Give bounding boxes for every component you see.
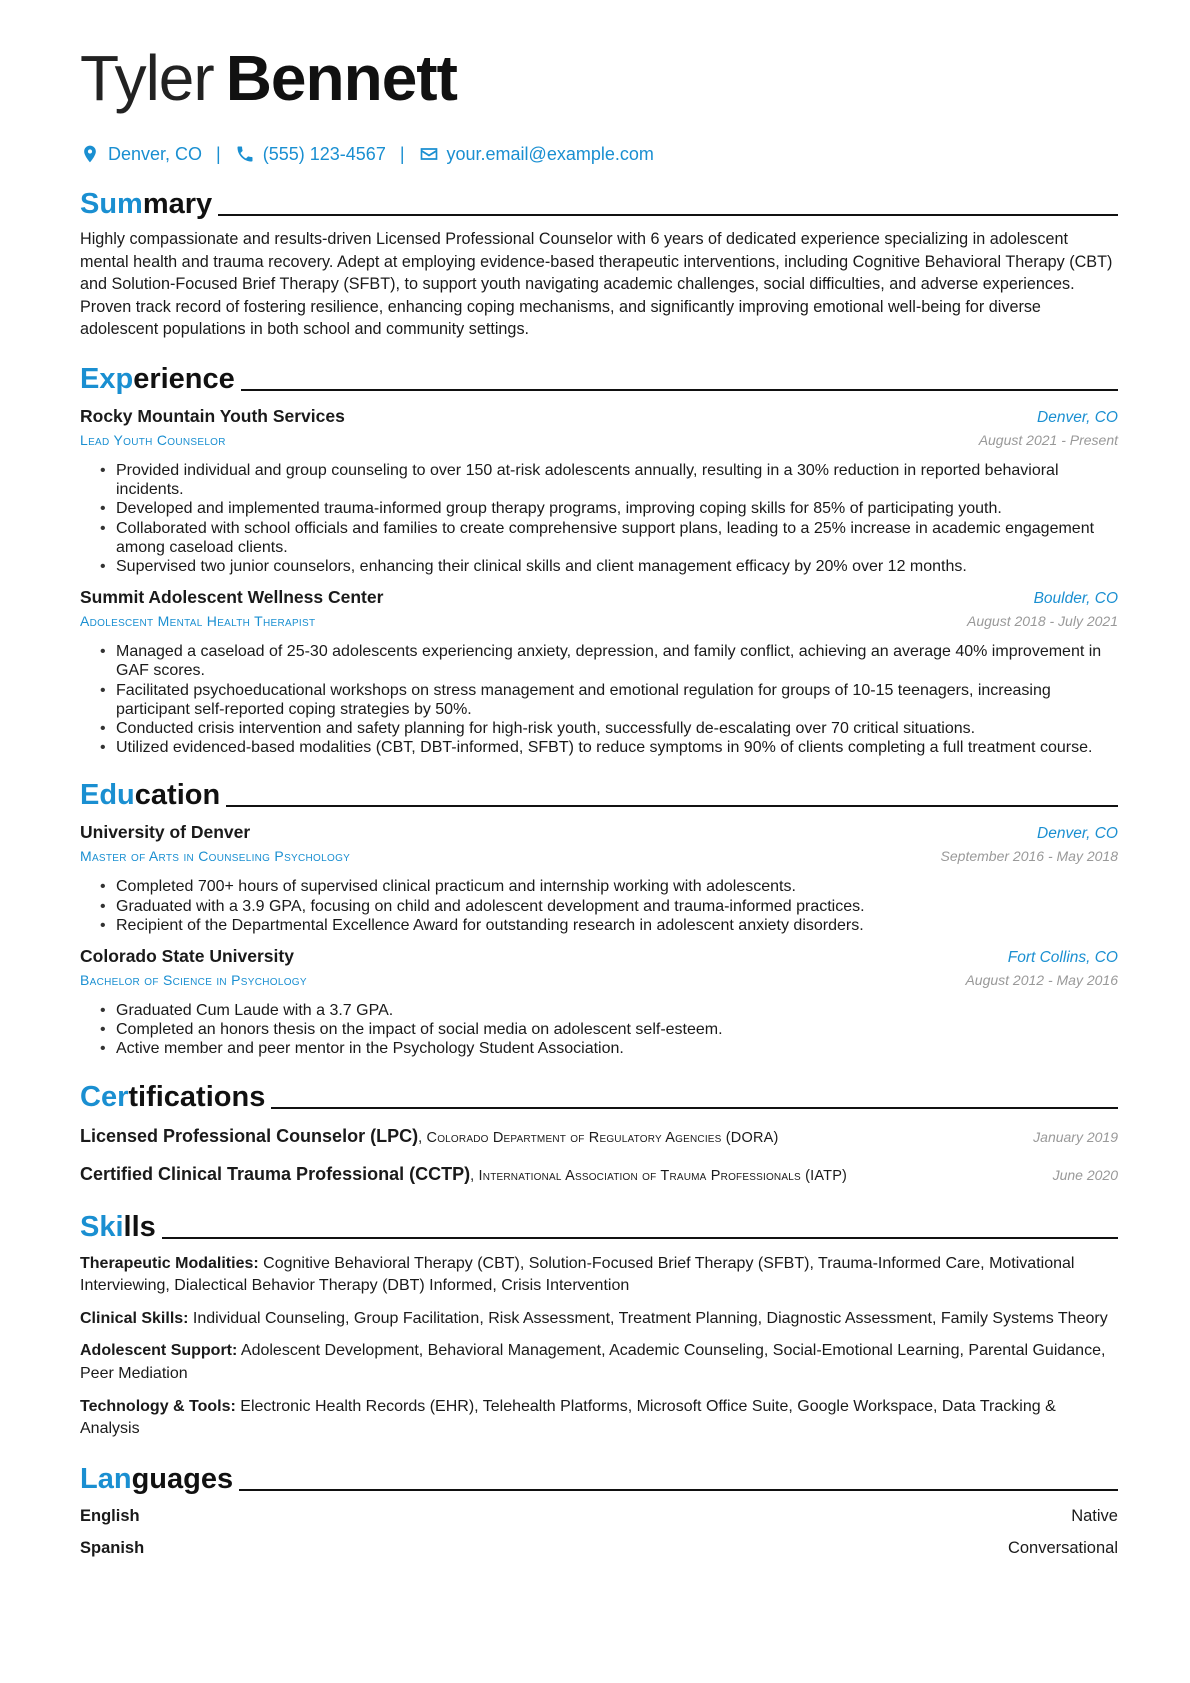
section-rule	[241, 389, 1118, 391]
education-entry	[80, 821, 1118, 935]
skills-heading	[80, 1203, 1118, 1243]
entry-date: August 2021 - Present	[978, 431, 1118, 448]
section-title	[80, 1211, 156, 1243]
section-title	[80, 188, 212, 220]
entry-bullets	[80, 642, 1118, 757]
language-level: Native	[1071, 1506, 1118, 1525]
list-item: • Completed 700+ hours of supervised clinical practicum and internship working with adolescents.	[100, 877, 1118, 896]
section-rule	[162, 1237, 1118, 1239]
entry-bullets	[80, 461, 1118, 576]
language-item	[80, 1505, 1118, 1527]
entry-org: Summit Adolescent Wellness Center	[80, 587, 384, 608]
contact-separator: |	[216, 143, 221, 164]
education-heading	[80, 771, 1118, 811]
email-link[interactable]: your.email@example.com	[446, 143, 654, 164]
title-rest: mary	[142, 188, 213, 220]
list-item: • Conducted crisis intervention and safety planning for high-risk youth, successfully de-escalating over 70 critical situations.	[100, 719, 1118, 738]
section-title	[80, 1463, 233, 1495]
section-rule	[271, 1107, 1118, 1109]
language-item	[80, 1537, 1118, 1559]
title-highlight: Cer	[80, 1080, 129, 1113]
summary-section	[80, 180, 1118, 341]
entry-date: August 2012 - May 2016	[965, 972, 1118, 989]
section-rule	[226, 805, 1118, 807]
title-highlight: Exp	[80, 362, 134, 395]
section-title	[80, 363, 235, 395]
contact-email[interactable]	[419, 144, 654, 165]
section-title	[80, 779, 220, 811]
first-name: Tyler	[80, 42, 214, 114]
title-rest: tifications	[128, 1080, 266, 1113]
certifications-heading	[80, 1073, 1118, 1113]
section-rule	[239, 1489, 1118, 1491]
cert-org: , Colorado Department of Regulatory Agencies (DORA)	[418, 1129, 779, 1146]
cert-date: January 2019	[1033, 1128, 1118, 1145]
list-item: • Facilitated psychoeducational workshops on stress management and emotional regulation for groups of 10-15 teenagers, increasing participant self-reported coping strategies by 50%.	[100, 681, 1118, 719]
summary-text: Highly compassionate and results-driven Licensed Professional Counselor with 6 years of dedicated experience specializing in adolescent mental health and trauma recovery. Adept at employing evidence-based therapeutic interventions, including Cognitive Behavioral Therapy (CBT) and Solution-Focused Brief Therapy (SFBT), to support youth navigating academic challenges, social difficulties, and adverse experiences. Proven track record of fostering resilience, enhancing coping mechanisms, and significantly improving emotional well-being for diverse adolescent populations in both school and community settings.	[80, 230, 1113, 339]
entry-bullets	[80, 1001, 1118, 1059]
education-section	[80, 771, 1118, 1058]
skill-value: Adolescent Development, Behavioral Management, Academic Counseling, Social-Emotional Learning, Parental Guidance, Peer Mediation	[80, 1342, 1106, 1382]
section-rule	[218, 214, 1118, 216]
title-highlight: Sum	[80, 188, 143, 220]
title-rest: lls	[123, 1210, 156, 1243]
list-item: • Provided individual and group counseling to over 150 at-risk adolescents annually, resulting in a 30% reduction in reported behavioral incidents.	[100, 461, 1118, 499]
last-name: Bennett	[225, 42, 457, 114]
entry-role: Adolescent Mental Health Therapist	[80, 613, 316, 630]
experience-entry	[80, 405, 1118, 576]
entry-role: Bachelor of Science in Psychology	[80, 972, 307, 989]
entry-org: Rocky Mountain Youth Services	[80, 405, 345, 426]
entry-org: Colorado State University	[80, 946, 294, 967]
skill-group	[80, 1253, 1118, 1298]
title-highlight: Edu	[80, 779, 135, 812]
entry-location: Boulder, CO	[1033, 590, 1118, 608]
map-pin-icon	[80, 144, 100, 164]
entry-bullets	[80, 877, 1118, 935]
skill-value: Individual Counseling, Group Facilitation, Risk Assessment, Treatment Planning, Diagnostic Assessment, Family Systems Theory	[188, 1309, 1108, 1327]
entry-location: Denver, CO	[1037, 825, 1118, 843]
list-item: • Managed a caseload of 25-30 adolescents experiencing anxiety, depression, and family conflict, achieving an average 40% improvement in GAF scores.	[100, 642, 1118, 680]
cert-org: , International Association of Trauma Professionals (IATP)	[470, 1167, 848, 1184]
entry-role: Lead Youth Counselor	[80, 431, 226, 448]
experience-entry	[80, 586, 1118, 757]
list-item: • Graduated Cum Laude with a 3.7 GPA.	[100, 1001, 1118, 1020]
location-text: Denver, CO	[108, 143, 203, 164]
skill-value: Electronic Health Records (EHR), Telehealth Platforms, Microsoft Office Suite, Google Workspace, Data Tracking & Analysis	[80, 1397, 1056, 1438]
certifications-section	[80, 1073, 1118, 1189]
contact-location	[80, 144, 202, 165]
contact-bar	[80, 142, 1118, 166]
skill-label: Adolescent Support:	[80, 1342, 238, 1360]
entry-role: Master of Arts in Counseling Psychology	[80, 848, 351, 865]
entry-org: University of Denver	[80, 822, 251, 843]
skill-group	[80, 1308, 1118, 1331]
title-rest: cation	[134, 779, 221, 812]
entry-date: August 2018 - July 2021	[967, 613, 1118, 630]
title-rest: erience	[133, 362, 235, 395]
entry-date: September 2016 - May 2018	[940, 848, 1118, 865]
certification-item	[80, 1161, 1118, 1189]
experience-section	[80, 355, 1118, 757]
skills-section	[80, 1203, 1118, 1441]
title-highlight: Lan	[80, 1462, 132, 1495]
languages-heading	[80, 1455, 1118, 1495]
languages-section	[80, 1455, 1118, 1559]
envelope-icon	[419, 144, 439, 164]
skill-value: Cognitive Behavioral Therapy (CBT), Solution-Focused Brief Therapy (SFBT), Trauma-Informed Care, Motivational Interviewing, Dialectical Behavior Therapy (DBT) Informed, Crisis Intervention	[80, 1254, 1075, 1295]
title-highlight: Ski	[80, 1210, 124, 1243]
skill-label: Technology & Tools:	[80, 1397, 236, 1415]
list-item: • Supervised two junior counselors, enhancing their clinical skills and client management efficacy by 20% over 12 months.	[100, 557, 1118, 576]
certification-item	[80, 1123, 1118, 1151]
list-item: • Collaborated with school officials and families to create comprehensive support plans, leading to a 25% increase in academic engagement among caseload clients.	[100, 519, 1118, 557]
candidate-name	[80, 38, 1118, 118]
phone-icon	[235, 144, 255, 164]
phone-text: (555) 123-4567	[262, 143, 386, 164]
list-item: • Utilized evidenced-based modalities (CBT, DBT-informed, SFBT) to reduce symptoms in 90% of clients completing a full treatment course.	[100, 738, 1118, 757]
entry-location: Denver, CO	[1037, 408, 1118, 426]
language-name: Spanish	[80, 1538, 145, 1557]
summary-heading	[80, 180, 1118, 220]
contact-phone	[235, 144, 386, 165]
experience-heading	[80, 355, 1118, 395]
list-item: • Active member and peer mentor in the Psychology Student Association.	[100, 1039, 1118, 1058]
list-item: • Recipient of the Departmental Excellence Award for outstanding research in adolescent anxiety disorders.	[100, 916, 1118, 935]
list-item: • Completed an honors thesis on the impact of social media on adolescent self-esteem.	[100, 1020, 1118, 1039]
list-item: • Graduated with a 3.9 GPA, focusing on child and adolescent development and trauma-informed practices.	[100, 897, 1118, 916]
entry-location: Fort Collins, CO	[1007, 949, 1118, 967]
education-entry	[80, 945, 1118, 1059]
cert-name: Certified Clinical Trauma Professional (CCTP)	[80, 1163, 471, 1184]
skill-label: Therapeutic Modalities:	[80, 1254, 259, 1272]
title-rest: guages	[131, 1462, 234, 1495]
language-level: Conversational	[1007, 1538, 1118, 1557]
skill-label: Clinical Skills:	[80, 1309, 189, 1327]
section-title	[80, 1081, 265, 1113]
contact-separator: |	[399, 143, 405, 164]
cert-name: Licensed Professional Counselor (LPC)	[80, 1125, 419, 1146]
cert-date: June 2020	[1052, 1166, 1118, 1183]
language-name: English	[80, 1506, 140, 1525]
skill-group	[80, 1396, 1118, 1441]
skill-group	[80, 1340, 1118, 1385]
list-item: • Developed and implemented trauma-informed group therapy programs, improving coping skills for 85% of participating youth.	[100, 499, 1118, 518]
